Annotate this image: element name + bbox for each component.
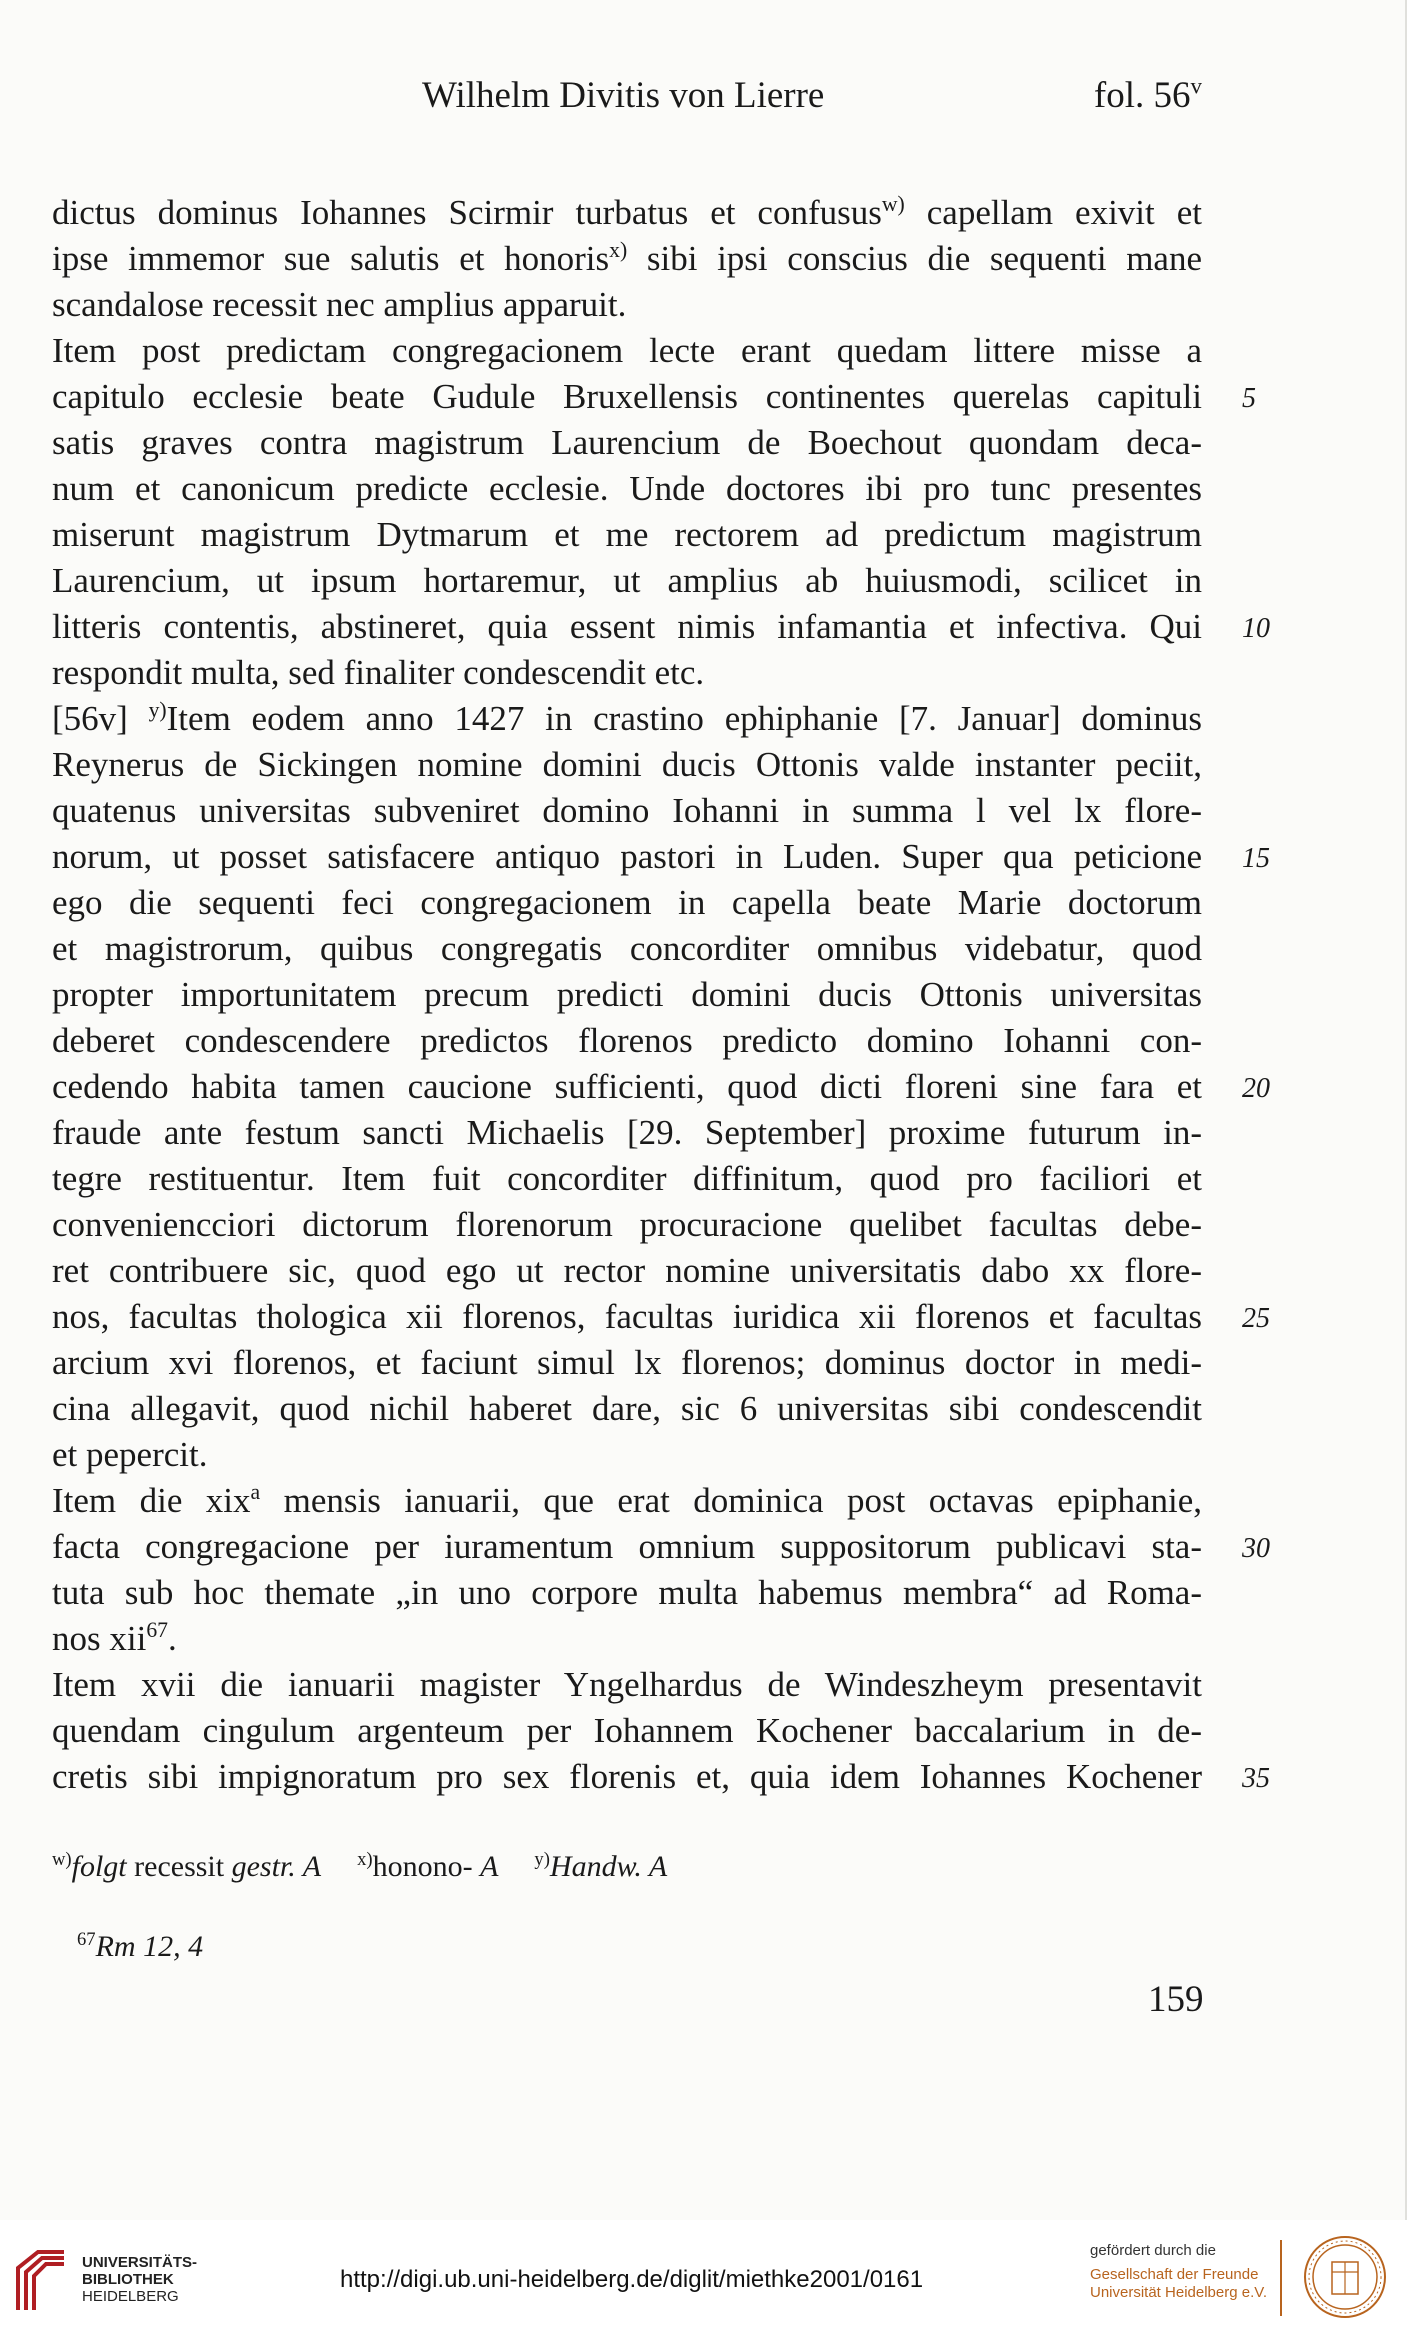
permalink-url[interactable]: http://digi.ub.uni-heidelberg.de/diglit/miethke2001/0161: [340, 2266, 924, 2293]
text-line: [52, 420, 1202, 466]
line-number: 25: [1242, 1303, 1270, 1334]
text-segment: quendam cingulum argenteum per Iohannem Kochener baccalarium in de-: [52, 1711, 1202, 1750]
text-line: [52, 1432, 1202, 1478]
main-text: [52, 190, 1270, 1800]
text-line: [52, 1340, 1202, 1386]
text-segment: Laurencium, ut ipsum hortaremur, ut amplius ab huiusmodi, scilicet in: [52, 561, 1202, 600]
line-number: 35: [1242, 1763, 1270, 1794]
apparatus-note: [357, 1850, 498, 1883]
text-segment: [56v]: [52, 699, 149, 738]
text-segment: mensis ianuarii, que erat dominica post octavas epiphanie,: [260, 1481, 1202, 1520]
sponsor-intro: gefördert durch die: [1090, 2242, 1216, 2259]
library-name-line: UNIVERSITÄTS-: [82, 2254, 198, 2271]
running-title: Wilhelm Divitis von Lierre: [422, 75, 825, 116]
text-segment: quatenus universitas subveniret domino Iohanni in summa l vel lx flore-: [52, 791, 1202, 830]
text-segment: ego die sequenti feci congregacionem in capella beate Marie doctorum: [52, 883, 1202, 922]
commentary-mark: 67: [77, 1928, 96, 1950]
text-segment: tuta sub hoc themate „in uno corpore multa habemus membra“ ad Roma-: [52, 1573, 1202, 1612]
text-line: [52, 512, 1202, 558]
text-segment: fraude ante festum sancti Michaelis [29. September] proxime futurum in-: [52, 1113, 1202, 1152]
line-number: 10: [1242, 613, 1270, 644]
page-number: 159: [1148, 1979, 1204, 2020]
text-line: [52, 1110, 1202, 1156]
apparatus-mark: y): [534, 1848, 550, 1870]
text-line: [52, 650, 1202, 696]
text-segment: num et canonicum predicte ecclesie. Unde doctores ibi pro tunc presentes: [52, 469, 1202, 508]
text-segment: litteris contentis, abstineret, quia essent nimis infamantia et infectiva. Qui: [52, 607, 1202, 646]
digitization-footer: [0, 2222, 1418, 2328]
text-line: [52, 236, 1202, 282]
text-segment: Item xvii die ianuarii magister Yngelhardus de Windeszheym presentavit: [52, 1665, 1202, 1704]
text-line: [52, 1386, 1202, 1432]
library-name-line: BIBLIOTHEK: [82, 2271, 174, 2288]
sponsor-divider: [1280, 2240, 1282, 2316]
text-line: [52, 1018, 1202, 1064]
apparatus-text: A: [480, 1850, 499, 1883]
university-seal-icon: [1302, 2234, 1388, 2320]
line-number: 30: [1242, 1533, 1270, 1564]
text-segment: Item die xix: [52, 1481, 251, 1520]
apparatus-note: [534, 1850, 667, 1883]
commentary-text: Rm 12, 4: [95, 1930, 204, 1963]
commentary-note: [77, 1930, 203, 1964]
library-name-line: HEIDELBERG: [82, 2288, 179, 2305]
text-segment: cedendo habita tamen caucione sufficienti, quod dicti floreni sine fara et: [52, 1067, 1202, 1106]
folio-verso-mark: v: [1190, 73, 1202, 99]
text-segment: sibi ipsi conscius die sequenti mane: [627, 239, 1202, 278]
apparatus-text: Handw. A: [549, 1850, 668, 1883]
text-line: [52, 466, 1202, 512]
text-line: [52, 742, 1202, 788]
text-line: [52, 1202, 1202, 1248]
text-line: [52, 926, 1202, 972]
text-segment: dictus dominus Iohannes Scirmir turbatus et confusus: [52, 193, 882, 232]
line-number: 15: [1242, 843, 1270, 874]
text-line: [52, 374, 1256, 420]
text-segment: et magistrorum, quibus congregatis concorditer omnibus videbatur, quod: [52, 929, 1202, 968]
text-line: [52, 972, 1202, 1018]
line-number: 5: [1242, 383, 1256, 414]
apparatus-text: honono-: [372, 1850, 481, 1883]
text-segment: cretis sibi impignoratum pro sex florenis et, quia idem Iohannes Kochener: [52, 1757, 1202, 1796]
page-header: [52, 74, 1202, 124]
critical-apparatus: [52, 1850, 703, 1884]
text-line: [52, 1616, 1202, 1662]
text-line: [52, 1662, 1202, 1708]
apparatus-mark: x): [357, 1848, 373, 1870]
text-line: [52, 1570, 1202, 1616]
text-line: [52, 1248, 1202, 1294]
text-segment: tegre restituentur. Item fuit concorditer diffinitum, quod pro faciliori et: [52, 1159, 1202, 1198]
folio-text: fol. 56: [1093, 75, 1191, 116]
text-line: [52, 696, 1202, 742]
text-line: [52, 190, 1202, 236]
text-line: [52, 1754, 1270, 1800]
text-segment: nos xii: [52, 1619, 147, 1658]
text-segment: Item post predictam congregacionem lecte erant quedam littere misse a: [52, 331, 1202, 370]
text-segment: .: [168, 1619, 177, 1658]
text-segment: scandalose recessit nec amplius apparuit.: [52, 285, 627, 324]
text-line: [52, 282, 1202, 328]
text-line: [52, 1156, 1202, 1202]
footnote-marker: x): [609, 237, 628, 262]
text-line: [52, 1064, 1270, 1110]
library-logo-icon: [12, 2246, 72, 2312]
text-line: [52, 834, 1270, 880]
text-line: [52, 328, 1202, 374]
text-segment: capellam exivit et: [904, 193, 1203, 232]
sponsor-org-line: Universität Heidelberg e.V.: [1090, 2284, 1268, 2301]
library-name: [82, 2254, 197, 2305]
text-segment: et pepercit.: [52, 1435, 208, 1474]
line-number: 20: [1242, 1073, 1270, 1104]
footnote-marker: w): [881, 191, 905, 216]
text-segment: ipse immemor sue salutis et honoris: [52, 239, 610, 278]
footnote-marker: y): [148, 697, 167, 722]
sponsor-credit: [1090, 2242, 1267, 2302]
text-line: [52, 1478, 1202, 1524]
text-segment: capitulo ecclesie beate Gudule Bruxellensis continentes querelas capituli: [52, 377, 1202, 416]
text-segment: satis graves contra magistrum Laurencium de Boechout quondam deca-: [52, 423, 1202, 462]
apparatus-text: gestr. A: [231, 1850, 322, 1883]
text-segment: arcium xvi florenos, et faciunt simul lx florenos; dominus doctor in medi-: [52, 1343, 1202, 1382]
text-line: [52, 558, 1202, 604]
text-line: [52, 604, 1270, 650]
apparatus-text: recessit: [126, 1850, 232, 1883]
text-line: [52, 788, 1202, 834]
text-segment: Item eodem anno 1427 in crastino ephiphanie [7. Januar] dominus: [166, 699, 1203, 738]
text-line: [52, 1708, 1202, 1754]
text-line: [52, 1524, 1270, 1570]
text-segment: propter importunitatem precum predicti domini ducis Ottonis universitas: [52, 975, 1202, 1014]
text-segment: deberet condescendere predictos florenos predicto domino Iohanni con-: [52, 1021, 1202, 1060]
footnote-marker: 67: [146, 1617, 169, 1642]
text-segment: respondit multa, sed finaliter condescendit etc.: [52, 653, 705, 692]
folio-reference: [1094, 74, 1202, 117]
text-segment: miserunt magistrum Dytmarum et me rectorem ad predictum magistrum: [52, 515, 1202, 554]
text-segment: conveniencciori dictorum florenorum procuracione quelibet facultas debe-: [52, 1205, 1202, 1244]
text-segment: norum, ut posset satisfacere antiquo pastori in Luden. Super qua peticione: [52, 837, 1202, 876]
text-line: [52, 1294, 1270, 1340]
apparatus-note: [52, 1850, 321, 1883]
footnote-marker: a: [250, 1479, 261, 1504]
text-segment: nos, facultas thologica xii florenos, facultas iuridica xii florenos et facultas: [52, 1297, 1202, 1336]
apparatus-text: folgt: [71, 1850, 127, 1883]
text-segment: facta congregacione per iuramentum omnium suppositorum publicavi sta-: [52, 1527, 1202, 1566]
text-segment: cina allegavit, quod nichil haberet dare, sic 6 universitas sibi condescendit: [52, 1389, 1202, 1428]
text-segment: Reynerus de Sickingen nomine domini ducis Ottonis valde instanter peciit,: [52, 745, 1202, 784]
sponsor-org-line: Gesellschaft der Freunde: [1090, 2266, 1259, 2283]
apparatus-mark: w): [52, 1848, 72, 1870]
text-segment: ret contribuere sic, quod ego ut rector nomine universitatis dabo xx flore-: [52, 1251, 1202, 1290]
text-line: [52, 880, 1202, 926]
